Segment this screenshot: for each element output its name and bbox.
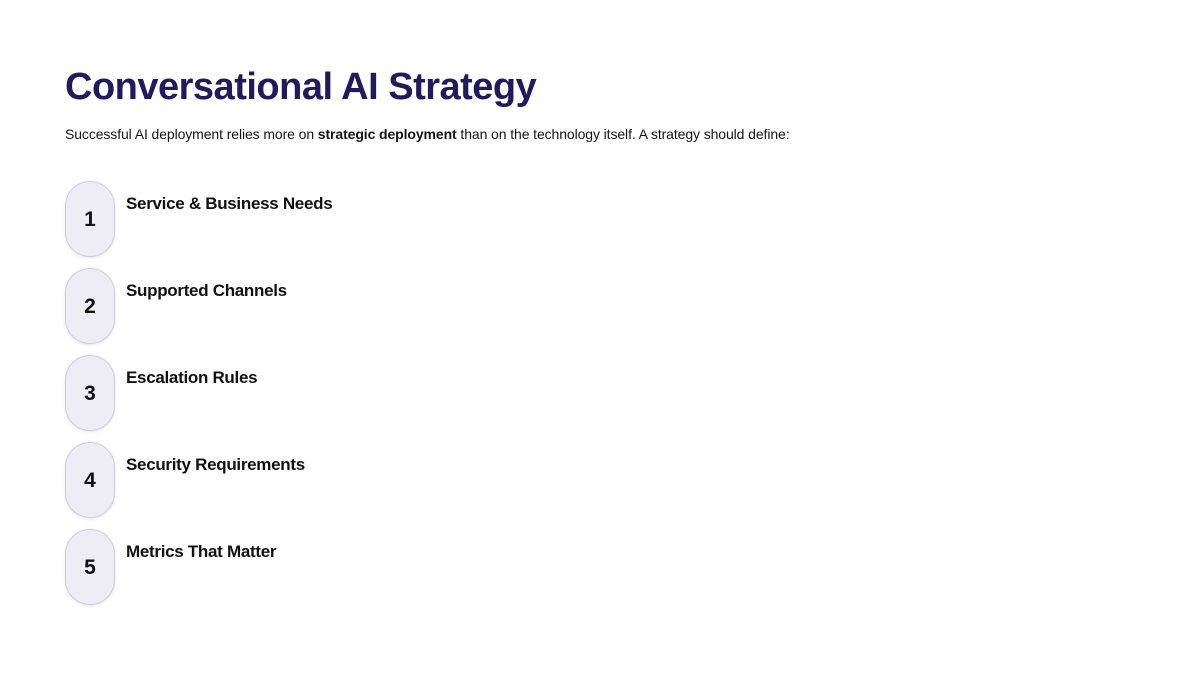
step-number-badge: 5 <box>65 529 115 605</box>
strategy-step <box>65 181 765 268</box>
strategy-steps-list <box>65 181 765 616</box>
intro-text-after: than on the technology itself. A strategy should define: <box>456 126 790 142</box>
step-number-badge: 4 <box>65 442 115 518</box>
step-label: Service & Business Needs <box>126 194 333 213</box>
step-label: Supported Channels <box>126 281 287 300</box>
slide-intro <box>65 124 790 144</box>
strategy-step <box>65 442 765 529</box>
step-label: Escalation Rules <box>126 368 258 387</box>
intro-text-before: Successful AI deployment relies more on <box>65 126 318 142</box>
intro-emphasis: strategic deployment <box>317 126 457 142</box>
strategy-step <box>65 529 765 616</box>
step-number-badge: 3 <box>65 355 115 431</box>
step-number-badge: 1 <box>65 181 115 257</box>
step-label: Security Requirements <box>126 455 305 474</box>
step-number-badge: 2 <box>65 268 115 344</box>
step-label: Metrics That Matter <box>126 542 277 561</box>
slide-title: Conversational AI Strategy <box>65 66 537 108</box>
strategy-step <box>65 268 765 355</box>
strategy-step <box>65 355 765 442</box>
